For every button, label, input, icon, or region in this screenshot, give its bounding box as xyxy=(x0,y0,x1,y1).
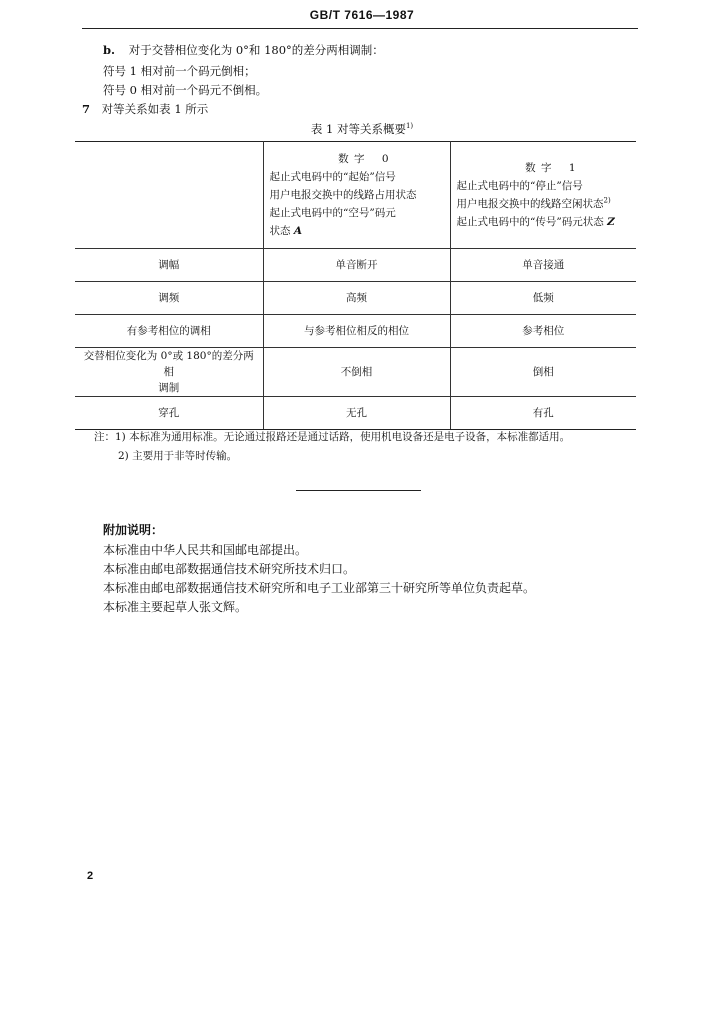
row-value-0: 无孔 xyxy=(263,397,450,430)
table-caption-note: 1) xyxy=(405,122,414,131)
row-value-0: 不倒相 xyxy=(263,348,450,397)
row-value-1: 倒相 xyxy=(450,348,636,397)
table-row xyxy=(75,282,636,315)
additional-notes-title: 附加说明： xyxy=(103,523,164,537)
header-digit-0-cell xyxy=(263,142,450,249)
item-b xyxy=(103,42,384,58)
digit-0-line1: 起止式电码中的“起始”信号 xyxy=(269,171,396,183)
row-label: 调幅 xyxy=(75,249,263,282)
additional-line2: 本标准由邮电部数据通信技术研究所技术归口。 xyxy=(103,562,356,576)
header-digit-1-cell xyxy=(450,142,636,249)
digit-0-line3: 起止式电码中的“空号”码元 xyxy=(269,207,396,219)
digit-1-value: 1 xyxy=(568,162,577,174)
section-7-text: 对等关系如表 1 所示 xyxy=(101,102,209,116)
table-row xyxy=(75,397,636,430)
row-value-0: 单音断开 xyxy=(263,249,450,282)
item-b-marker: b. xyxy=(103,43,116,57)
row-value-1: 有孔 xyxy=(450,397,636,430)
digit-0-symbol: A xyxy=(293,225,302,237)
digit-1-line3 xyxy=(457,213,633,231)
item-b-line2: 符号 0 相对前一个码元不倒相。 xyxy=(103,83,268,97)
item-b-line1: 符号 1 相对前一个码元倒相； xyxy=(103,64,256,78)
table-row xyxy=(75,249,636,282)
digit-1-line2-note: 2) xyxy=(603,196,611,205)
row-label: 有参考相位的调相 xyxy=(75,315,263,348)
digit-1-label: 数 字 xyxy=(525,162,553,174)
digit-0-line4 xyxy=(270,222,446,240)
header-empty-cell xyxy=(75,142,263,249)
page-number: 2 xyxy=(87,870,94,882)
table-caption-text: 表 1 对等关系概要 xyxy=(310,122,406,136)
table-caption xyxy=(0,121,724,137)
table-row xyxy=(75,348,636,397)
row-value-1: 低频 xyxy=(450,282,636,315)
digit-1-line2 xyxy=(457,195,633,213)
table-note-2: 2) 主要用于非等时传输。 xyxy=(118,450,238,462)
table-header-row xyxy=(75,142,636,249)
row-label: 穿孔 xyxy=(75,397,263,430)
digit-1-heading xyxy=(457,159,633,177)
header-rule xyxy=(82,28,638,29)
row-value-1: 单音接通 xyxy=(450,249,636,282)
digit-0-line2: 用户电报交换中的线路占用状态 xyxy=(269,189,417,201)
digit-0-value: 0 xyxy=(381,153,390,165)
correspondence-table xyxy=(75,141,636,430)
row-label-line2: 调制 xyxy=(158,382,180,394)
row-label xyxy=(75,348,263,397)
row-value-1: 参考相位 xyxy=(450,315,636,348)
section-divider xyxy=(296,490,421,491)
row-label: 调频 xyxy=(75,282,263,315)
row-value-0: 高频 xyxy=(263,282,450,315)
row-value-0: 与参考相位相反的相位 xyxy=(263,315,450,348)
digit-0-heading xyxy=(270,150,446,168)
digit-1-line1: 起止式电码中的“停止”信号 xyxy=(456,180,583,192)
digit-0-line4-prefix: 状态 xyxy=(269,225,294,237)
digit-1-line3-text: 起止式电码中的“传号”码元状态 xyxy=(456,216,608,228)
digit-1-line2-text: 用户电报交换中的线路空闲状态 xyxy=(456,198,604,210)
table-note-1: 注：1) 本标准为通用标准。无论通过报路还是通过话路，使用机电设备还是电子设备，本标准都适用。 xyxy=(94,431,571,443)
standard-code-header: GB/T 7616—1987 xyxy=(309,8,415,22)
additional-line3: 本标准由邮电部数据通信技术研究所和电子工业部第三十研究所等单位负责起草。 xyxy=(103,581,536,595)
row-label-line1: 交替相位变化为 0°或 180°的差分两相 xyxy=(83,350,254,378)
digit-0-label: 数 字 xyxy=(338,153,366,165)
additional-line4: 本标准主要起草人张文辉。 xyxy=(103,600,248,614)
digit-1-symbol: Z xyxy=(607,216,615,228)
table-row xyxy=(75,315,636,348)
item-b-text: 对于交替相位变化为 0°和 180°的差分两相调制： xyxy=(128,43,384,57)
section-7 xyxy=(82,101,208,117)
section-7-number: 7 xyxy=(82,102,91,116)
additional-line1: 本标准由中华人民共和国邮电部提出。 xyxy=(103,543,308,557)
